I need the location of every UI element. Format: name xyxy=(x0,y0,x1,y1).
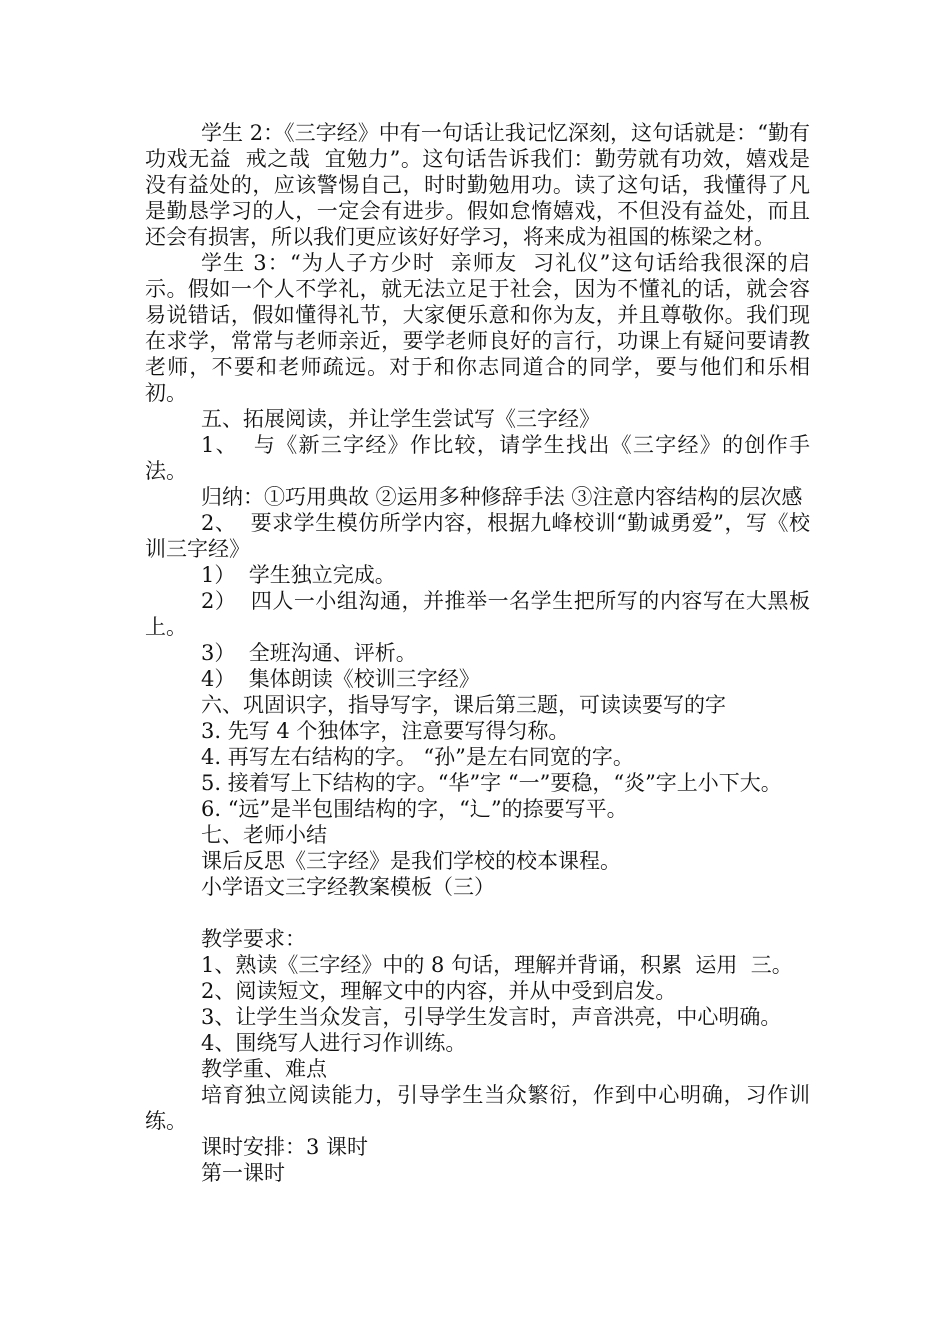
list-item: 2、阅读短文，理解文中的内容，并从中受到启发。 xyxy=(201,979,677,1003)
list-item: 1） 学生独立完成。 xyxy=(201,563,396,587)
section-heading: 六、巩固识字，指导写字，课后第三题，可读读要写的字 xyxy=(201,693,726,717)
section-heading: 五、拓展阅读，并让学生尝试写《三字经》 xyxy=(201,407,600,431)
list-item: 6. “远”是半包围结构的字，“辶”的捺要写平。 xyxy=(201,797,628,821)
list-item: 3、让学生当众发言，引导学生发言时，声音洪亮，中心明确。 xyxy=(201,1005,782,1029)
paragraph: 培育独立阅读能力，引导学生当众繁衍，作到中心明确，习作训练。 xyxy=(145,1083,810,1133)
paragraph: 课时安排：3 课时 xyxy=(201,1135,369,1159)
paragraph: 课后反思《三字经》是我们学校的校本课程。 xyxy=(201,849,621,873)
section-heading: 第一课时 xyxy=(201,1161,285,1185)
blank-line xyxy=(145,900,810,926)
list-item: 1、 与《新三字经》作比较，请学生找出《三字经》的创作手法。 xyxy=(145,433,810,483)
section-heading: 教学重、难点 xyxy=(201,1057,327,1081)
paragraph: 归纳：①巧用典故 ②运用多种修辞手法 ③注意内容结构的层次感 xyxy=(201,485,803,509)
list-item: 4） 集体朗读《校训三字经》 xyxy=(201,667,480,691)
section-heading: 七、老师小结 xyxy=(201,823,327,847)
list-item: 4、围绕写人进行习作训练。 xyxy=(201,1031,467,1055)
paragraph: 学生 2：《三字经》中有一句话让我记忆深刻，这句话就是：“勤有功戏无益 戒之哉 宜勉力”。这句话告诉我们：勤劳就有功效，嬉戏是没有益处的，应该警惕自己，时时勤勉用功。读了这句话，我懂得了凡是勤恳学习的人，一定会有进步。假如怠惰嬉戏，不但没有益处，而且还会有损害，所以我们更应该好好学习，将来成为祖国的栋梁之材。 xyxy=(145,121,810,249)
list-item: 4. 再写左右结构的字。 “孙”是左右同宽的字。 xyxy=(201,745,634,769)
list-item: 3. 先写 4 个独体字，注意要写得匀称。 xyxy=(201,719,570,743)
paragraph: 学生 3：“为人子方少时 亲师友 习礼仪”这句话给我很深的启示。假如一个人不学礼，就无法立足于社会，因为不懂礼的话，就会容易说错话，假如懂得礼节，大家便乐意和你为友，并且尊敬你。我们现在求学，常常与老师亲近，要学老师良好的言行，功课上有疑问要请教老师，不要和老师疏远。对于和你志同道合的同学，要与他们和乐相初。 xyxy=(145,251,810,405)
section-heading: 教学要求： xyxy=(201,927,306,951)
list-item: 3） 全班沟通、评析。 xyxy=(201,641,417,665)
document-body xyxy=(145,120,810,1186)
list-item: 1、熟读《三字经》中的 8 句话，理解并背诵，积累 运用 三。 xyxy=(201,953,793,977)
list-item: 2） 四人一小组沟通，并推举一名学生把所写的内容写在大黑板上。 xyxy=(145,589,810,639)
document-title: 小学语文三字经教案模板（三） xyxy=(201,875,495,899)
list-item: 5. 接着写上下结构的字。“华”字 “一”要稳，“炎”字上小下大。 xyxy=(201,771,782,795)
list-item: 2、 要求学生模仿所学内容，根据九峰校训“勤诚勇爱”，写《校训三字经》 xyxy=(145,511,810,561)
